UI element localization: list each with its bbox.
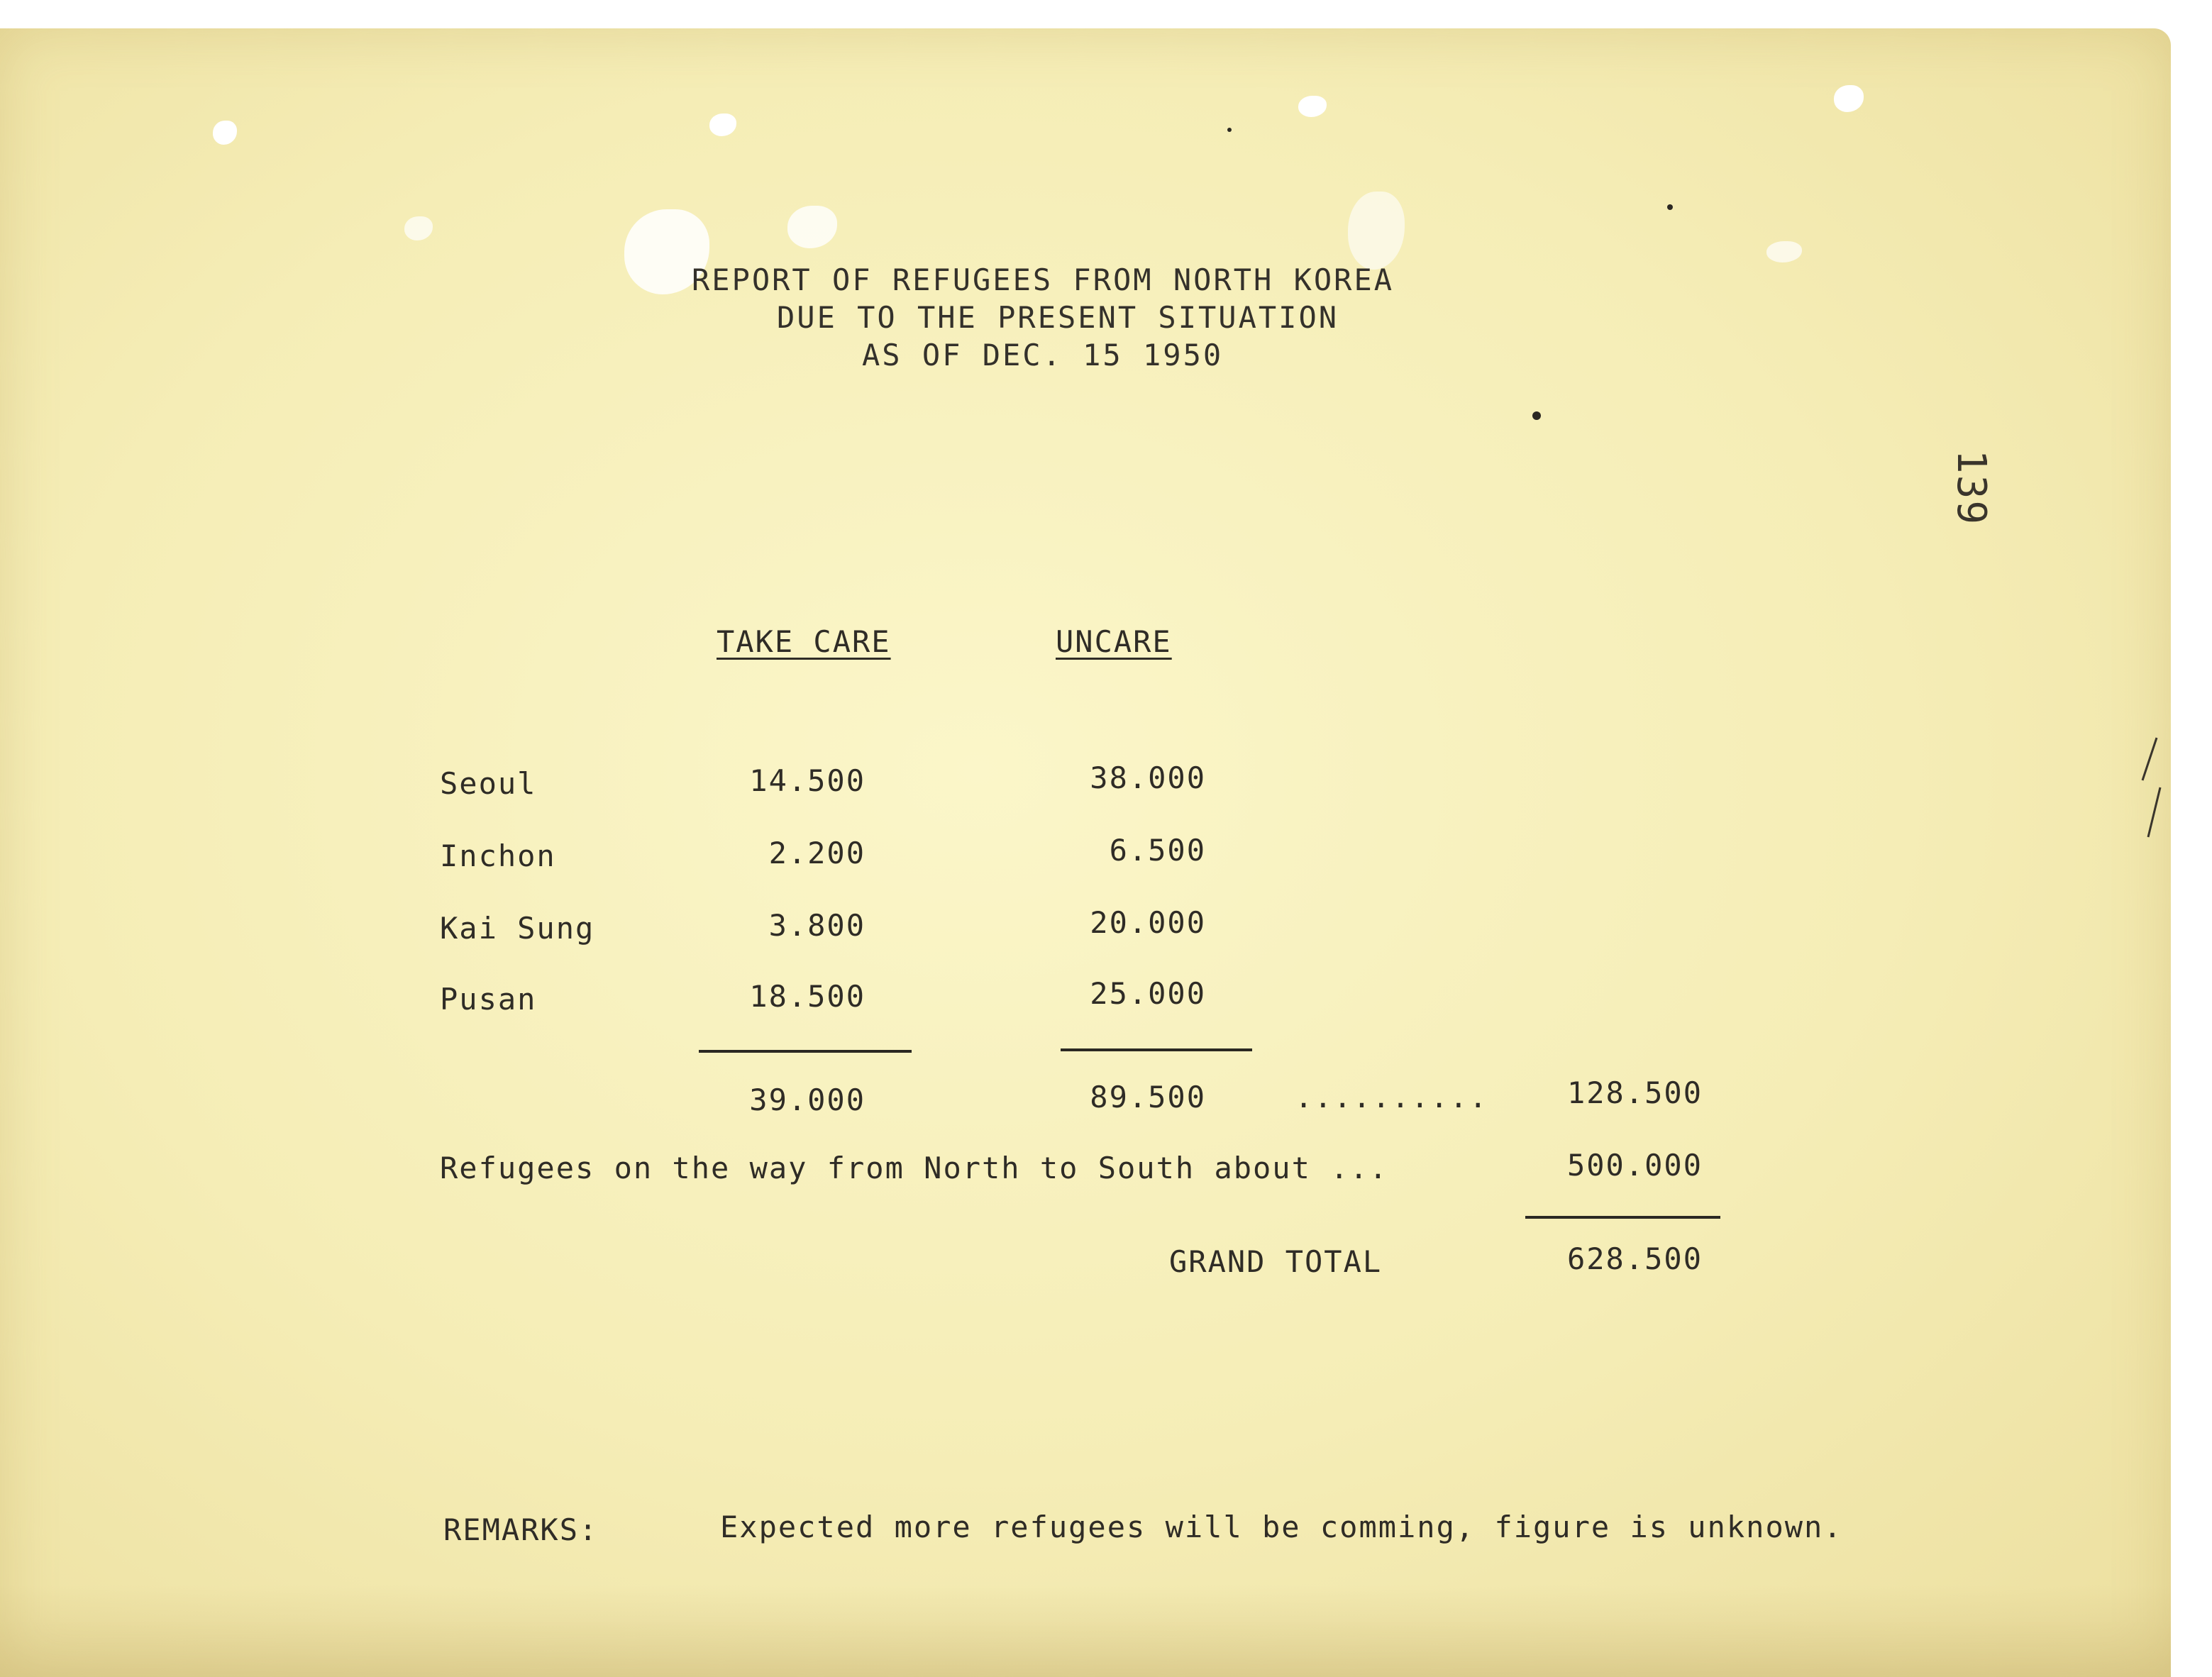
row-uncare-value: 20.000 — [1090, 905, 1206, 940]
subtotal-rule-take-care — [699, 1050, 912, 1053]
total-uncare: 89.500 — [1090, 1080, 1206, 1114]
ink-speck — [1227, 128, 1232, 132]
margin-pencil-marks — [2128, 731, 2171, 858]
grand-total-value: 628.500 — [1566, 1241, 1703, 1276]
paper-hole — [213, 121, 237, 145]
total-leader-dots: .......... — [1295, 1080, 1488, 1114]
row-uncare-value: 6.500 — [1109, 833, 1206, 868]
subtotal-rule-uncare — [1061, 1048, 1252, 1051]
paper-bottom-edge — [0, 1585, 2171, 1677]
document-page — [0, 28, 2171, 1677]
ink-speck — [1532, 411, 1541, 420]
row-take-care-value: 14.500 — [749, 763, 866, 798]
on-the-way-label: Refugees on the way from North to South about ... — [440, 1151, 1389, 1185]
paper-hole — [709, 114, 736, 136]
total-combined: 128.500 — [1566, 1075, 1703, 1110]
ink-speck — [1667, 204, 1673, 210]
remarks-text: Expected more refugees will be comming, figure is unknown. — [720, 1510, 1843, 1544]
row-city: Pusan — [440, 982, 537, 1017]
on-the-way-value: 500.000 — [1566, 1148, 1703, 1183]
grand-total-label: GRAND TOTAL — [1169, 1244, 1383, 1279]
row-city: Inchon — [440, 838, 556, 873]
row-uncare-value: 25.000 — [1090, 976, 1206, 1011]
row-take-care-value: 2.200 — [768, 836, 866, 870]
paper-hole — [1298, 96, 1327, 117]
paper-hole — [787, 206, 837, 248]
column-header-uncare: UNCARE — [1056, 624, 1172, 659]
total-take-care: 39.000 — [749, 1083, 866, 1117]
report-subtitle: DUE TO THE PRESENT SITUATION — [777, 300, 1339, 335]
remarks-label: REMARKS: — [443, 1512, 599, 1547]
row-take-care-value: 18.500 — [749, 979, 866, 1014]
report-title: REPORT OF REFUGEES FROM NORTH KOREA — [692, 262, 1395, 297]
row-uncare-value: 38.000 — [1090, 760, 1206, 795]
row-city: Kai Sung — [440, 911, 595, 946]
column-header-take-care: TAKE CARE — [717, 624, 891, 659]
paper-hole — [404, 216, 433, 240]
paper-hole — [1766, 241, 1802, 262]
row-city: Seoul — [440, 766, 537, 801]
page-number: 139 — [1948, 449, 1995, 526]
row-take-care-value: 3.800 — [768, 908, 866, 943]
paper-hole — [1348, 192, 1405, 270]
report-date: AS OF DEC. 15 1950 — [862, 338, 1224, 372]
grand-total-rule — [1525, 1216, 1720, 1219]
paper-hole — [1834, 85, 1864, 112]
